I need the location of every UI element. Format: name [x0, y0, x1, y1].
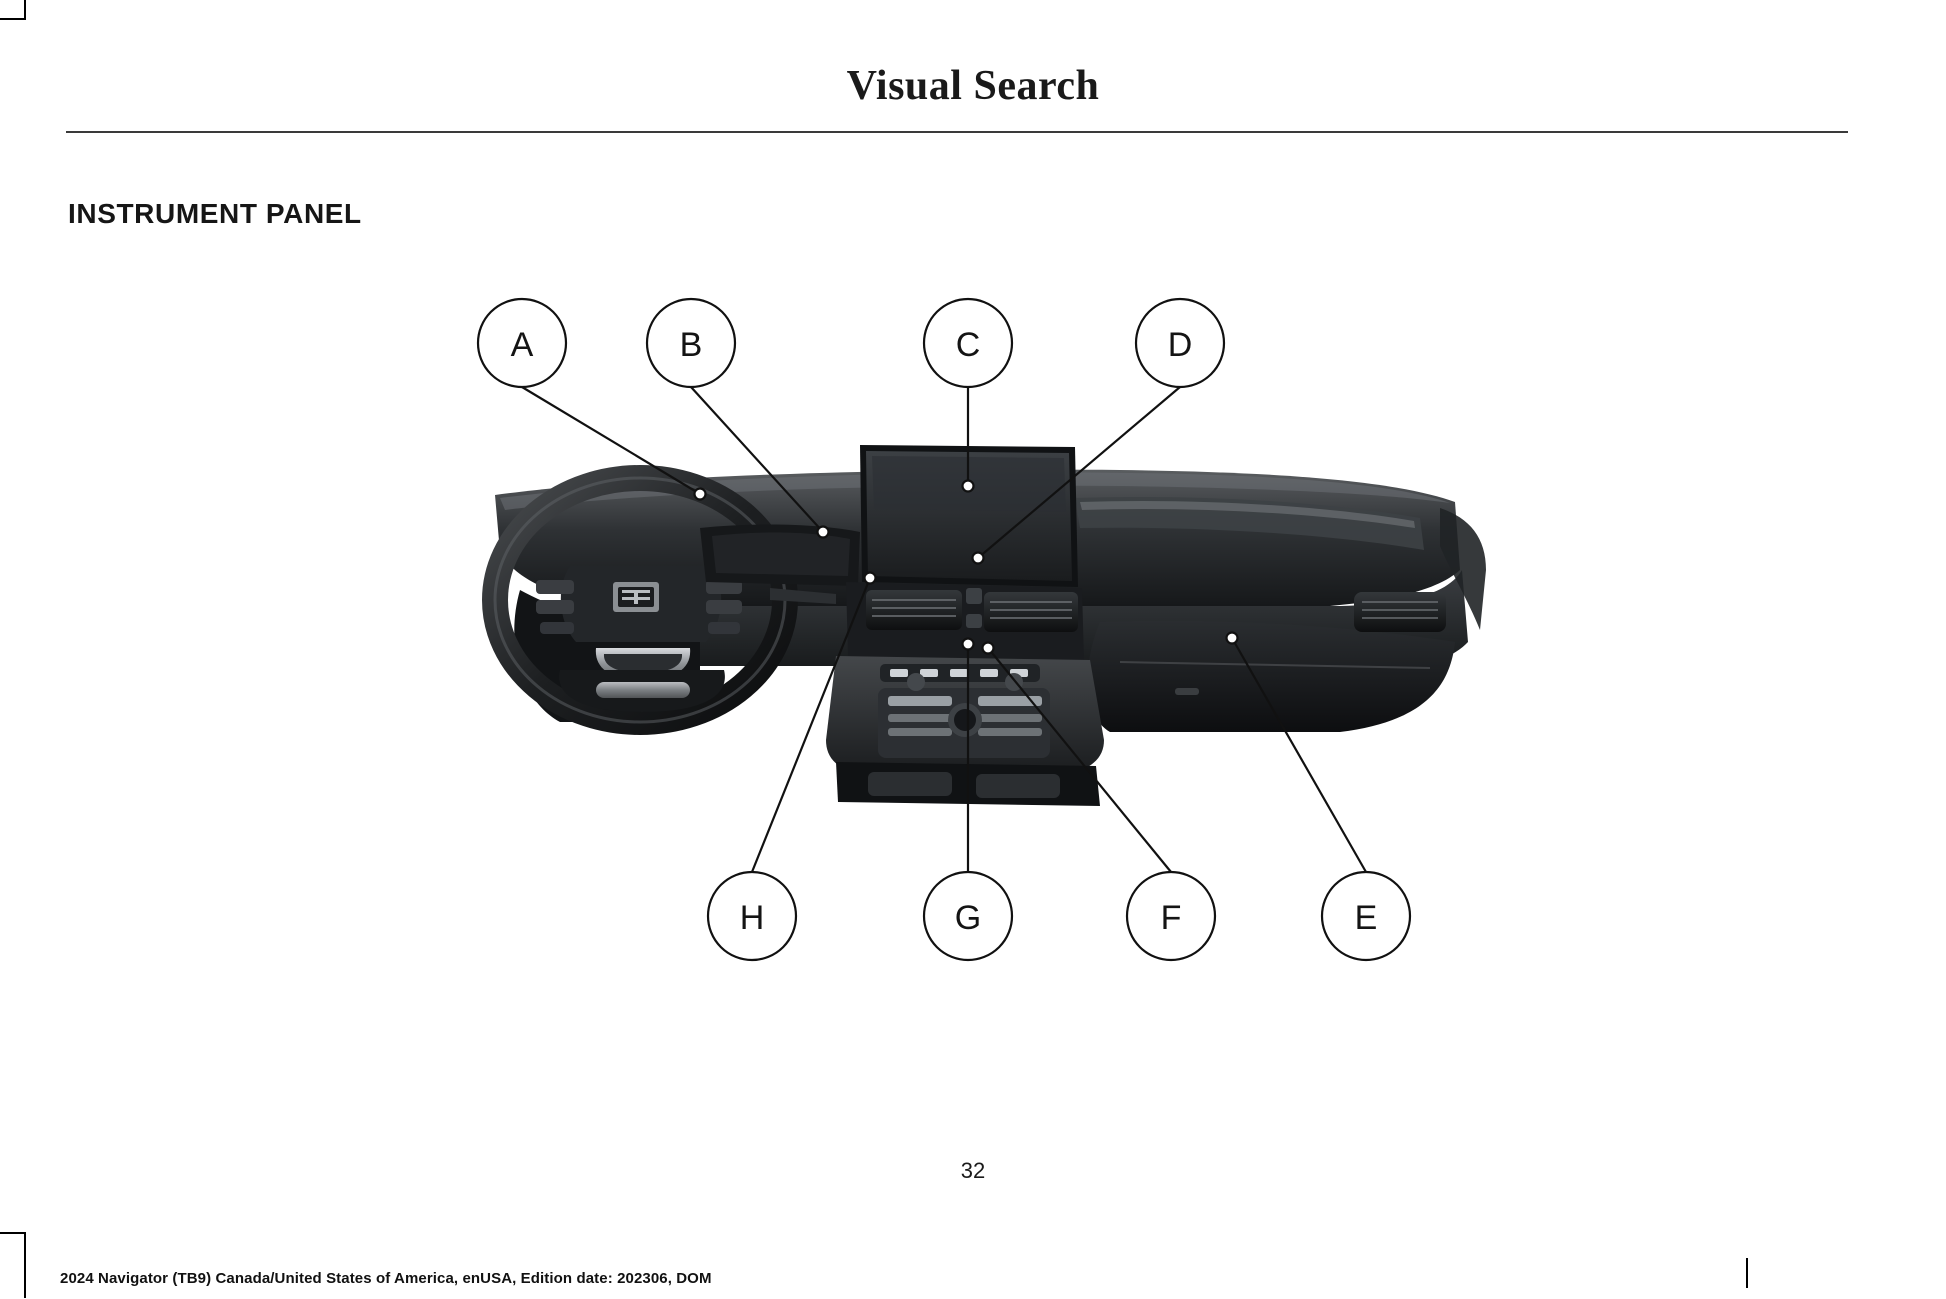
footer-note: 2024 Navigator (TB9) Canada/United States of America, enUSA, Edition date: 202306, DOM — [60, 1270, 712, 1287]
callout-H-label: H — [739, 899, 765, 937]
callout-B-label: B — [679, 326, 703, 364]
crop-mark-top-left-vertical — [24, 0, 26, 20]
callout-C — [924, 299, 1012, 387]
callout-D — [1136, 299, 1224, 387]
page-title: Visual Search — [846, 63, 1100, 109]
center-console — [826, 656, 1104, 806]
callout-B — [647, 299, 735, 387]
instrument-panel-figure — [0, 270, 1946, 970]
section-heading: INSTRUMENT PANEL — [68, 198, 362, 229]
callout-A — [478, 299, 566, 387]
crop-mark-bottom-left-vertical — [24, 1232, 26, 1298]
page-number: 32 — [960, 1158, 986, 1183]
callout-E-label: E — [1354, 899, 1378, 937]
crop-mark-top-left-horizontal — [0, 18, 26, 20]
callout-G — [924, 872, 1012, 960]
callout-A-label: A — [510, 326, 534, 364]
dashboard-artwork — [495, 445, 1486, 806]
callout-F — [1127, 872, 1215, 960]
callout-D-label: D — [1167, 326, 1193, 364]
header-divider — [66, 131, 1848, 133]
callout-E — [1322, 872, 1410, 960]
callout-F-label: F — [1160, 899, 1182, 937]
callout-C-label: C — [955, 326, 981, 364]
crop-mark-bottom-left-horizontal — [0, 1232, 26, 1234]
callout-H — [708, 872, 796, 960]
crop-mark-bottom-right-vertical — [1746, 1258, 1748, 1288]
instrument-panel-illustration — [0, 270, 1946, 970]
callout-G-label: G — [954, 899, 982, 937]
